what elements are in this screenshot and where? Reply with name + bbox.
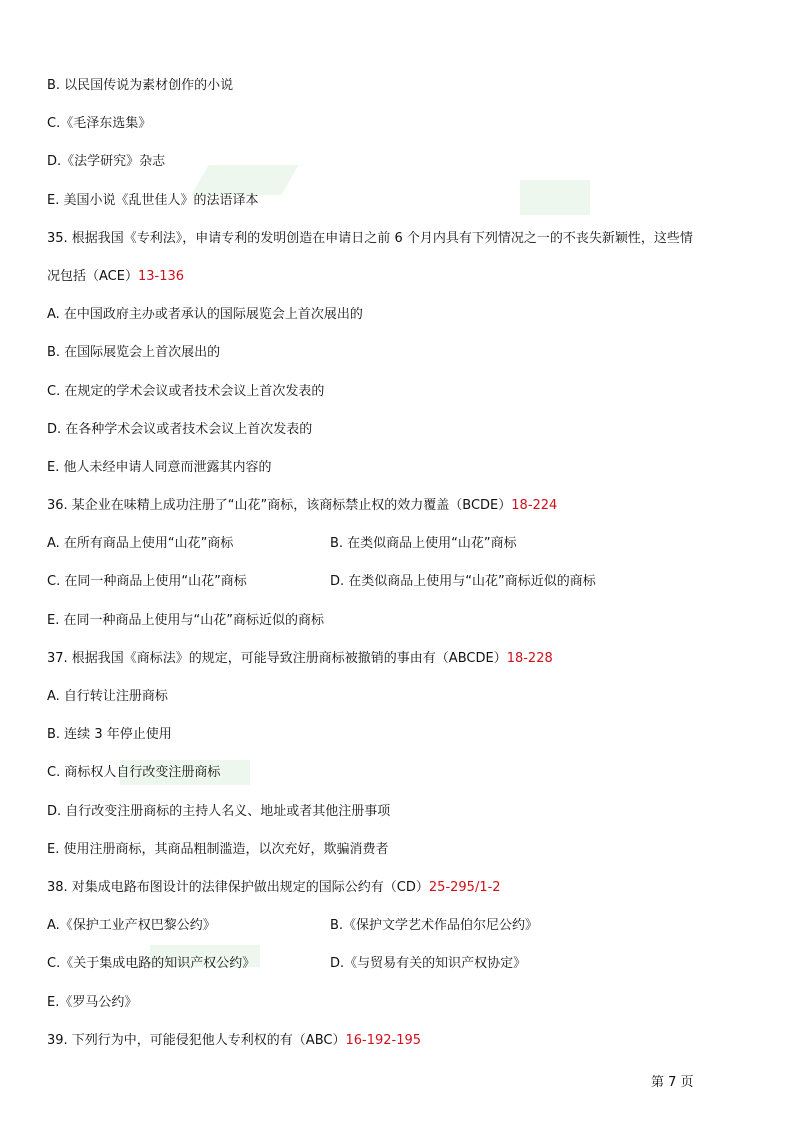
option-row <box>47 525 757 563</box>
option-c: C.《关于集成电路的知识产权公约》 <box>47 956 256 972</box>
option-line: D. 在各种学术会议或者技术会议上首次发表的 <box>47 421 313 437</box>
option-line: A. 在中国政府主办或者承认的国际展览会上首次展出的 <box>47 307 363 323</box>
option-row <box>47 907 757 945</box>
page-reference: 18-224 <box>511 498 558 514</box>
page-reference: 18-228 <box>506 650 553 666</box>
question-stem <box>47 640 757 678</box>
option-line: A. 自行转让注册商标 <box>47 689 168 704</box>
option-line: B. 连续 3 年停止使用 <box>47 727 172 743</box>
option-line: E. 在同一种商品上使用与“山花”商标近似的商标 <box>47 612 324 628</box>
option-d: D. 在类似商品上使用与“山花”商标近似的商标 <box>330 574 596 590</box>
option-line: D.《法学研究》杂志 <box>47 154 166 170</box>
question-stem <box>47 1022 757 1060</box>
stem-text: 况包括（ACE） <box>47 268 138 284</box>
stem-text: 39. 下列行为中，可能侵犯他人专利权的有（ABC） <box>47 1032 346 1048</box>
question-stem-cont <box>47 258 757 296</box>
question-stem: 35. 根据我国《专利法》，申请专利的发明创造在申请日之前 6 个月内具有下列情况之一的不丧失新颖性，这些情 <box>47 230 693 246</box>
document-body <box>47 67 757 1060</box>
option-a: A.《保护工业产权巴黎公约》 <box>47 918 216 934</box>
option-line: C.《毛泽东选集》 <box>47 116 152 132</box>
question-stem <box>47 487 757 525</box>
option-d: D.《与贸易有关的知识产权协定》 <box>330 956 527 972</box>
option-line: E. 使用注册商标，其商品粗制滥造，以次充好，欺骗消费者 <box>47 841 389 857</box>
option-line: B. 以民国传说为素材创作的小说 <box>47 78 234 93</box>
question-stem <box>47 869 757 907</box>
stem-text: 36. 某企业在味精上成功注册了“山花”商标，该商标禁止权的效力覆盖（BCDE） <box>47 498 512 514</box>
page-reference: 25-295/1-2 <box>428 879 501 895</box>
stem-text: 38. 对集成电路布图设计的法律保护做出规定的国际公约有（CD） <box>47 879 429 895</box>
option-line: E.《罗马公约》 <box>47 994 138 1010</box>
option-line: B. 在国际展览会上首次展出的 <box>47 345 221 361</box>
page-number: 第 7 页 <box>651 1075 694 1090</box>
option-line: C. 商标权人自行改变注册商标 <box>47 765 221 781</box>
option-c: C. 在同一种商品上使用“山花”商标 <box>47 574 247 590</box>
page-reference: 16-192-195 <box>345 1032 422 1048</box>
option-b: B.《保护文学艺术作品伯尔尼公约》 <box>330 918 539 934</box>
page-reference: 13-136 <box>137 268 185 284</box>
option-line: E. 他人未经申请人同意而泄露其内容的 <box>47 459 272 475</box>
option-line: D. 自行改变注册商标的主持人名义、地址或者其他注册事项 <box>47 803 391 819</box>
option-row <box>47 563 757 601</box>
stem-text: 37. 根据我国《商标法》的规定，可能导致注册商标被撤销的事由有（ABCDE） <box>47 650 507 666</box>
option-b: B. 在类似商品上使用“山花”商标 <box>330 536 517 552</box>
option-a: A. 在所有商品上使用“山花”商标 <box>47 536 234 552</box>
option-row <box>47 945 757 983</box>
option-line: E. 美国小说《乱世佳人》的法语译本 <box>47 192 259 208</box>
option-line: C. 在规定的学术会议或者技术会议上首次发表的 <box>47 383 325 399</box>
